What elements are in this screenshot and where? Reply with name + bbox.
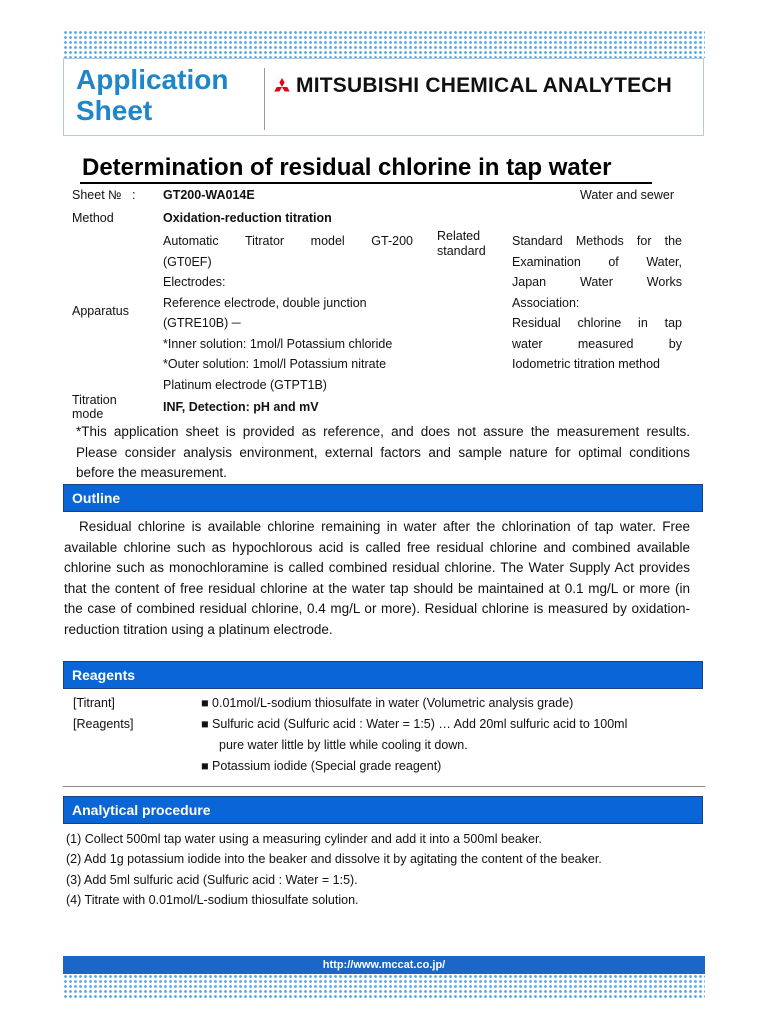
mitsubishi-logo-icon [272,78,292,96]
company-name: MITSUBISHI CHEMICAL ANALYTECH [296,74,673,97]
related-label-line: standard [437,244,486,258]
sheet-colon: : [132,188,136,202]
sheet-label: Sheet № [72,188,122,202]
app-title-line-1: Application [76,64,229,95]
procedure-step: (3) Add 5ml sulfuric acid (Sulfuric acid : Water = 1:5). [66,873,358,887]
related-standard-list [512,231,682,375]
related-label-line: Related [437,229,481,243]
related-line: Residual chlorine in tap [512,316,682,330]
apparatus-line: (GTRE10B) ─ [163,316,241,330]
apparatus-list [163,231,413,395]
procedure-step: (4) Titrate with 0.01mol/L-sodium thiosulfate solution. [66,893,359,907]
titration-mode-value: INF, Detection: pH and mV [163,400,319,414]
titrant-label: [Titrant] [73,696,115,710]
method-value: Oxidation-reduction titration [163,211,332,225]
sheet-category: Water and sewer [580,188,675,202]
sheet-number: GT200-WA014E [163,188,255,202]
related-standard-label [437,229,486,259]
method-label: Method [72,211,114,225]
top-dotted-band [63,30,705,58]
reagent-item-continuation: pure water little by little while cooling it down. [219,738,468,752]
footer-url-link[interactable]: http://www.mccat.co.jp/ [322,959,446,971]
document-title: Determination of residual chlorine in tap water [82,154,612,181]
related-line: Japan Water Works [512,275,682,289]
app-title-line-2: Sheet [76,95,153,126]
mode-label-line: Titration [72,393,117,407]
apparatus-line: Electrodes: [163,275,226,289]
outline-text: Residual chlorine is available chlorine remaining in water after the chlorination of tap water. Free available chlorine such as hypochlorous acid is called free residual chlorine and combined available chlorine such as monochloramine is called combined residual chlorine. The Water Supply Act provides that the content of free residual chlorine at the water tap should be maintained at 0.1 mg/L or more (in the case of combined residual chlorine, 0.4 mg/L or more). Residual chlorine is measured by oxidation-reduction titration using a platinum electrode. [64,519,690,637]
square-bullet-icon: ■ [201,717,213,731]
reagents-label: [Reagents] [73,717,134,731]
disclaimer-text: *This application sheet is provided as reference, and does not assure the measurement results. Please consider analysis environment, external factors and sample nature for optimal conditions before the measurement. [76,424,690,480]
related-line: Association: [512,295,580,310]
square-bullet-icon: ■ [201,696,213,710]
reagent-item: ■ Sulfuric acid (Sulfuric acid : Water = 1:5) … Add 20ml sulfuric acid to 100ml [201,717,628,731]
related-line: water measured by [512,336,682,351]
reagents-heading: Reagents [63,661,703,689]
bottom-dotted-band [63,974,705,998]
apparatus-line: Reference electrode, double junction [163,295,367,310]
related-line: Iodometric titration method [512,357,660,371]
reagent-item: ■ Potassium iodide (Special grade reagent) [201,759,442,773]
procedure-step: (2) Add 1g potassium iodide into the beaker and dissolve it by agitating the content of the beaker. [66,852,602,866]
related-line: Examination of Water, [512,254,682,269]
title-underline [80,182,652,184]
reagents-bottom-rule [63,786,705,787]
square-bullet-icon: ■ [201,759,213,773]
mode-label-line: mode [72,407,104,421]
apparatus-line: (GT0EF) [163,254,212,269]
apparatus-label: Apparatus [72,304,129,318]
apparatus-line: Automatic Titrator model GT-200 [163,234,413,248]
apparatus-line: *Inner solution: 1mol/l Potassium chloride [163,336,393,351]
reagent-item: ■ 0.01mol/L-sodium thiosulfate in water (Volumetric analysis grade) [201,696,574,710]
outline-heading: Outline [63,484,703,512]
related-line: Standard Methods for the [512,234,682,248]
procedure-heading: Analytical procedure [63,796,703,824]
apparatus-line: Platinum electrode (GTPT1B) [163,377,327,392]
application-sheet-title [76,64,228,126]
apparatus-line: *Outer solution: 1mol/l Potassium nitrate [163,357,387,371]
procedure-step: (1) Collect 500ml tap water using a measuring cylinder and add it into a 500ml beaker. [66,832,542,846]
header-divider [264,68,265,130]
titration-mode-label [72,393,117,421]
